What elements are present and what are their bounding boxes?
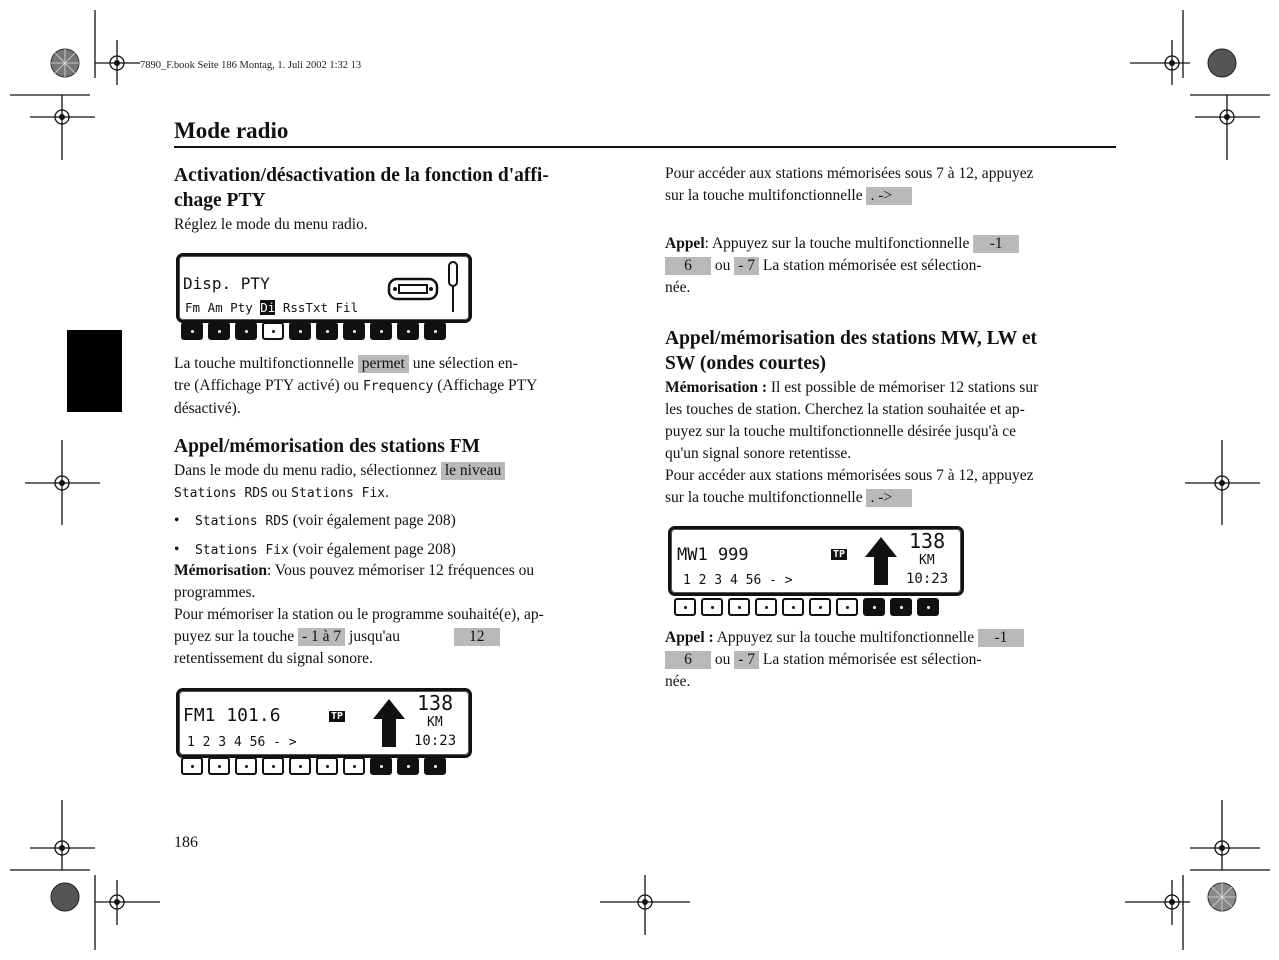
multifunction-button[interactable] [235, 322, 257, 340]
key-label: 6 [665, 651, 711, 669]
button-dot [326, 765, 329, 768]
text-span: ou [267, 484, 292, 501]
mw-memo-line1 [665, 377, 1117, 399]
mono-label: Stations RDS [194, 514, 289, 529]
multifunction-button[interactable] [235, 757, 257, 775]
arrow-up-icon [372, 697, 406, 749]
multifunction-button[interactable] [836, 598, 858, 616]
text-span: : Appuyez sur la touche multifonctionnelle [704, 235, 974, 252]
appel2-paragraph [665, 627, 1117, 693]
lcd-line2-b: RssTxt Fil [275, 300, 359, 315]
multifunction-button[interactable] [343, 322, 365, 340]
pty-para-line1 [174, 353, 629, 375]
key-label: le niveau [441, 462, 505, 480]
multifunction-button[interactable] [397, 757, 419, 775]
text-span: sur la touche multifonctionnelle [665, 187, 867, 204]
lcd-band: MW1 999 [677, 545, 749, 565]
mw-access-line1: Pour accéder aux stations mémorisées sous 7 à 12, appuyez [665, 467, 1034, 484]
mw-memo-paragraph [665, 377, 1117, 509]
mono-label: Frequency [362, 379, 434, 394]
appel1-line3: née. [665, 279, 691, 296]
fm-store-line3: retentissement du signal sonore. [174, 650, 373, 667]
fm-memo-line2: programmes. [174, 584, 256, 601]
button-dot [353, 330, 356, 333]
key-label: - 7 [734, 651, 759, 669]
mono-label: Stations RDS [174, 486, 268, 501]
button-row-pty [181, 322, 446, 340]
multifunction-button[interactable] [674, 598, 696, 616]
lcd-line1: Disp. PTY [183, 274, 270, 293]
button-dot [711, 606, 714, 609]
button-dot [434, 330, 437, 333]
multifunction-button[interactable] [208, 757, 230, 775]
button-dot [245, 330, 248, 333]
key-label: . -> [866, 187, 912, 205]
memo-label: Mémorisation : [665, 379, 768, 396]
button-dot [407, 765, 410, 768]
arrow-up-icon [864, 535, 898, 587]
button-dot [765, 606, 768, 609]
text-span: (Affichage PTY [433, 377, 538, 394]
mw-memo-line3: puyez sur la touche multifonctionnelle désirée jusqu'à ce [665, 423, 1016, 440]
button-dot [873, 606, 876, 609]
button-dot [272, 330, 275, 333]
pty-heading-line2: chage PTY [174, 190, 266, 211]
lcd-line2-a: Fm Am Pty [185, 300, 261, 315]
text-span: ou [711, 257, 735, 274]
button-row-fm [181, 757, 446, 775]
appel1-paragraph [665, 233, 1117, 299]
pty-para-line2 [174, 375, 629, 398]
text-span: La touche multifonctionnelle [174, 355, 358, 372]
lcd-line2 [185, 300, 358, 315]
tp-badge: TP [833, 549, 846, 560]
button-dot [819, 606, 822, 609]
lcd-time: 10:23 [414, 733, 457, 749]
multifunction-button[interactable] [917, 598, 939, 616]
multifunction-button[interactable] [262, 757, 284, 775]
fm-line1 [174, 460, 629, 482]
multifunction-button[interactable] [863, 598, 885, 616]
multifunction-button[interactable] [397, 322, 419, 340]
text-span: Appuyez sur la touche multifonctionnelle [713, 629, 978, 646]
mw-heading-line2: SW (ondes courtes) [665, 353, 827, 374]
lcd-presets: 1 2 3 4 56 - > [187, 735, 297, 750]
button-dot [191, 765, 194, 768]
multifunction-button[interactable] [316, 757, 338, 775]
mono-label: Stations Fix [291, 486, 386, 501]
fm-store-line2 [174, 626, 629, 648]
text-span: La station mémorisée est sélection- [759, 257, 982, 274]
fm-line2 [174, 482, 629, 505]
mw-heading-line1: Appel/mémorisation des stations MW, LW et [665, 328, 1037, 349]
multifunction-button[interactable] [424, 757, 446, 775]
page-title: Mode radio [174, 118, 289, 143]
key-label: -1 [973, 235, 1019, 253]
pty-heading-line1: Activation/désactivation de la fonction d'affi- [174, 165, 549, 186]
text-span: Dans le mode du menu radio, sélectionnez [174, 462, 441, 479]
title-rule [174, 146, 1116, 148]
button-dot [738, 606, 741, 609]
text-span: sur la touche multifonctionnelle [665, 489, 867, 506]
lcd-band: FM1 101.6 [183, 705, 281, 726]
multifunction-button[interactable] [782, 598, 804, 616]
multifunction-button[interactable] [370, 322, 392, 340]
lcd-km-value: 138 [417, 691, 454, 715]
button-dot [299, 330, 302, 333]
appel2-line1 [665, 627, 1117, 649]
lcd-km-value: 138 [909, 529, 946, 553]
memo-label: Mémorisation [174, 562, 267, 579]
mw-memo-line2: les touches de station. Cherchez la station souhaitée et ap- [665, 401, 1025, 418]
appel2-line2 [665, 649, 1117, 671]
text-span: La station mémorisée est sélection- [759, 651, 982, 668]
key-label: 6 [665, 257, 711, 275]
antenna-icon [445, 260, 461, 314]
appel1-line1 [665, 233, 1117, 255]
button-dot [846, 606, 849, 609]
pty-paragraph [174, 353, 629, 420]
button-dot [299, 765, 302, 768]
multifunction-button[interactable] [890, 598, 912, 616]
list-item: • Stations Fix (voir également page 208) [174, 541, 456, 558]
multifunction-button[interactable] [755, 598, 777, 616]
text-span: puyez sur la touche [174, 628, 298, 645]
right-top-paragraph [665, 163, 1117, 207]
button-row-mw [674, 598, 939, 616]
text-span: une sélection en- [408, 355, 518, 372]
key-label: -1 [978, 629, 1024, 647]
button-dot [792, 606, 795, 609]
multifunction-button[interactable] [809, 598, 831, 616]
appel2-line3: née. [665, 673, 691, 690]
chapter-tab [67, 330, 122, 412]
multifunction-button[interactable] [262, 322, 284, 340]
multifunction-button[interactable] [316, 322, 338, 340]
button-dot [927, 606, 930, 609]
list-item: • Stations RDS (voir également page 208) [174, 512, 456, 529]
button-dot [218, 765, 221, 768]
button-dot [191, 330, 194, 333]
text-span: (voir également page 208) [288, 541, 456, 558]
button-dot [245, 765, 248, 768]
right-top-line1: Pour accéder aux stations mémorisées sous 7 à 12, appuyez [665, 165, 1034, 182]
mw-access-line2 [665, 487, 1117, 509]
pty-heading [174, 163, 549, 213]
button-dot [900, 606, 903, 609]
key-label: . -> [866, 489, 912, 507]
fm-bullet-list [174, 507, 456, 565]
multifunction-button[interactable] [208, 322, 230, 340]
button-dot [380, 330, 383, 333]
pty-para-line3: désactivé). [174, 400, 241, 417]
mw-heading [665, 326, 1037, 376]
appel-label: Appel : [665, 629, 714, 646]
key-label: - 7 [734, 257, 759, 275]
fm-heading: Appel/mémorisation des stations FM [174, 436, 481, 457]
lcd-time: 10:23 [906, 571, 949, 587]
multifunction-button[interactable] [289, 757, 311, 775]
button-dot [326, 330, 329, 333]
multifunction-button[interactable] [181, 757, 203, 775]
text-span: tre (Affichage PTY activé) ou [174, 377, 363, 394]
button-dot [684, 606, 687, 609]
page-number: 186 [174, 834, 198, 851]
fm-paragraph [174, 460, 629, 505]
button-dot [380, 765, 383, 768]
lcd-display-mw [668, 526, 964, 596]
mw-memo-line4: qu'un signal sonore retentisse. [665, 445, 852, 462]
key-label: 12 [454, 628, 500, 646]
multifunction-button[interactable] [370, 757, 392, 775]
lcd-display-fm [176, 688, 472, 758]
button-dot [407, 330, 410, 333]
multifunction-button[interactable] [424, 322, 446, 340]
tp-badge: TP [331, 711, 344, 722]
multifunction-button[interactable] [701, 598, 723, 616]
appel1-line2 [665, 255, 1117, 277]
button-dot [272, 765, 275, 768]
pty-intro: Réglez le mode du menu radio. [174, 216, 368, 233]
button-dot [218, 330, 221, 333]
text-span: : Vous pouvez mémoriser 12 fréquences ou [266, 562, 535, 579]
lcd-display-pty [176, 253, 472, 323]
key-label: - 1 à 7 [298, 628, 345, 646]
text-span: ou [711, 651, 735, 668]
fm-memo-line1 [174, 560, 629, 582]
key-label: permet [358, 355, 409, 373]
text-span: (voir également page 208) [288, 512, 456, 529]
multifunction-button[interactable] [289, 322, 311, 340]
lcd-line2-highlight: Di [260, 300, 276, 315]
text-span: jusqu'au [345, 628, 401, 645]
fm-store-line1: Pour mémoriser la station ou le programme souhaité(e), ap- [174, 606, 544, 623]
lcd-presets: 1 2 3 4 56 - > [683, 573, 793, 588]
mono-label: Stations Fix [194, 543, 289, 558]
print-header: 7890_F.book Seite 186 Montag, 1. Juli 2002 1:32 13 [140, 60, 362, 71]
multifunction-button[interactable] [728, 598, 750, 616]
multifunction-button[interactable] [343, 757, 365, 775]
text-span: Il est possible de mémoriser 12 stations sur [767, 379, 1039, 396]
fm-memo [174, 560, 629, 670]
appel-label: Appel [665, 235, 705, 252]
button-dot [434, 765, 437, 768]
right-top-line2 [665, 185, 1117, 207]
multifunction-button[interactable] [181, 322, 203, 340]
lcd-km-unit: KM [427, 715, 443, 730]
text-span: . [385, 484, 389, 501]
button-dot [353, 765, 356, 768]
lcd-km-unit: KM [919, 553, 935, 568]
cassette-icon [387, 276, 439, 302]
